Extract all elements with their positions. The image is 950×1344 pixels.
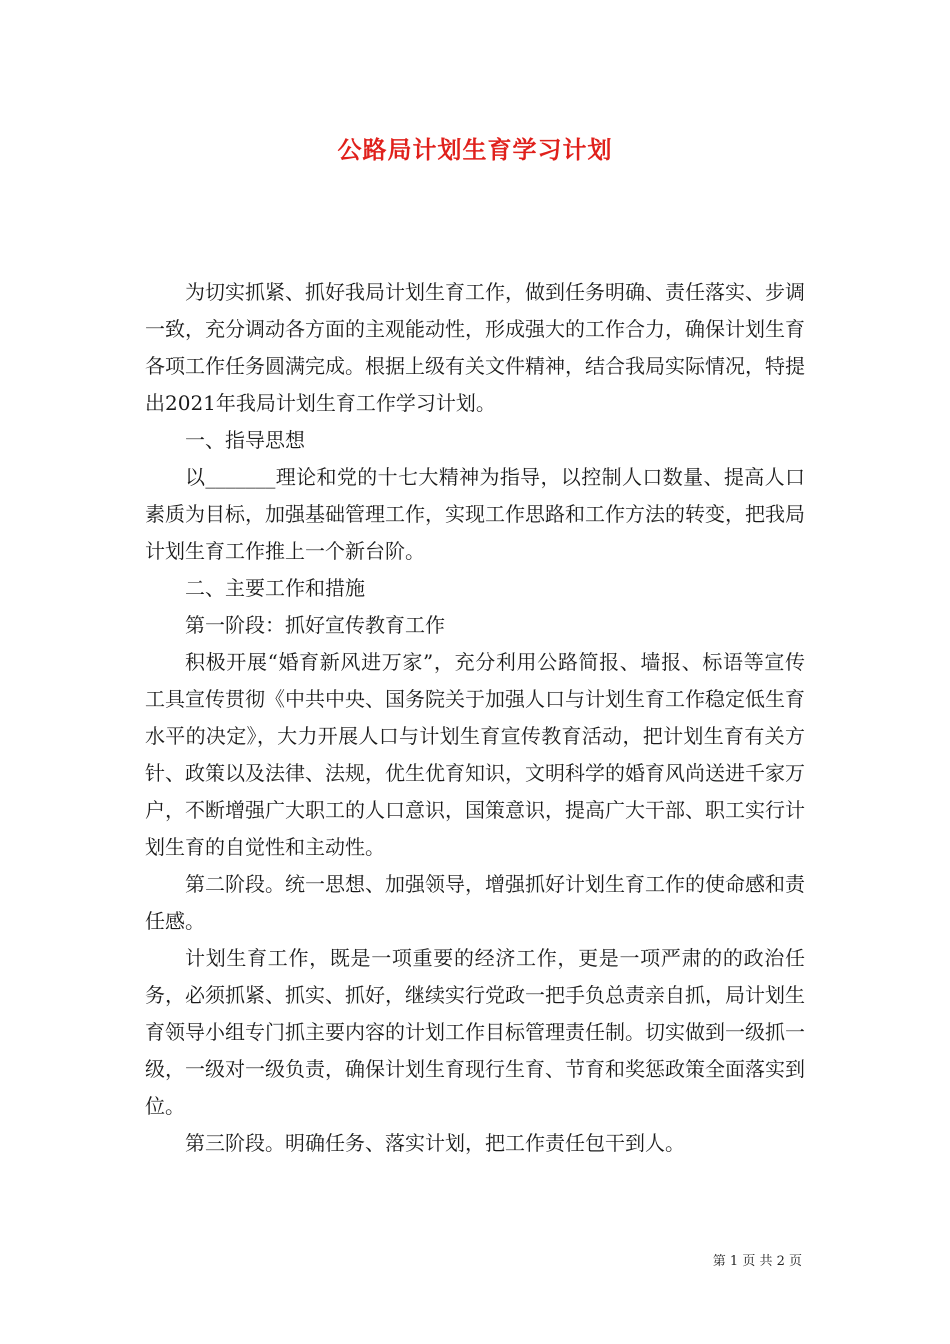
paragraph-intro: 为切实抓紧、抓好我局计划生育工作，做到任务明确、责任落实、步调一致，充分调动各方面的主观能动性，形成强大的工作合力，确保计划生育各项工作任务圆满完成。根据上级有关文件精神，结合我局实际情况，特提出2021年我局计划生育工作学习计划。 [145,280,805,415]
stage-heading-1: 第一阶段：抓好宣传教育工作 [185,613,445,637]
document-body [145,274,805,1162]
document-title: 公路局计划生育学习计划 [337,135,613,164]
paragraph-stage-1: 积极开展“婚育新风进万家”，充分利用公路简报、墙报、标语等宣传工具宣传贯彻《中共中央、国务院关于加强人口与计划生育工作稳定低生育水平的决定》，大力开展人口与计划生育宣传教育活动，把计划生育有关方针、政策以及法律、法规，优生优育知识，文明科学的婚育风尚送进千家万户，不断增强广大职工的人口意识，国策意识，提高广大干部、职工实行计划生育的自觉性和主动性。 [145,650,805,859]
section-heading-main-work: 二、主要工作和措施 [185,576,365,600]
paragraph-guiding-ideology: 以_______理论和党的十七大精神为指导，以控制人口数量、提高人口素质为目标，加强基础管理工作，实现工作思路和工作方法的转变，把我局计划生育工作推上一个新台阶。 [145,465,805,563]
section-heading-guiding-ideology: 一、指导思想 [185,428,305,452]
paragraph-stage-2: 计划生育工作，既是一项重要的经济工作，更是一项严肃的的政治任务，必须抓紧、抓实、抓好，继续实行党政一把手负总责亲自抓，局计划生育领导小组专门抓主要内容的计划工作目标管理责任制。切实做到一级抓一级，一级对一级负责，确保计划生育现行生育、节育和奖惩政策全面落实到位。 [145,946,805,1118]
stage-heading-2: 第二阶段。统一思想、加强领导，增强抓好计划生育工作的使命感和责任感。 [145,872,805,933]
stage-heading-3: 第三阶段。明确任务、落实计划，把工作责任包干到人。 [185,1131,685,1155]
page-number: 第 1 页 共 2 页 [712,1254,802,1269]
